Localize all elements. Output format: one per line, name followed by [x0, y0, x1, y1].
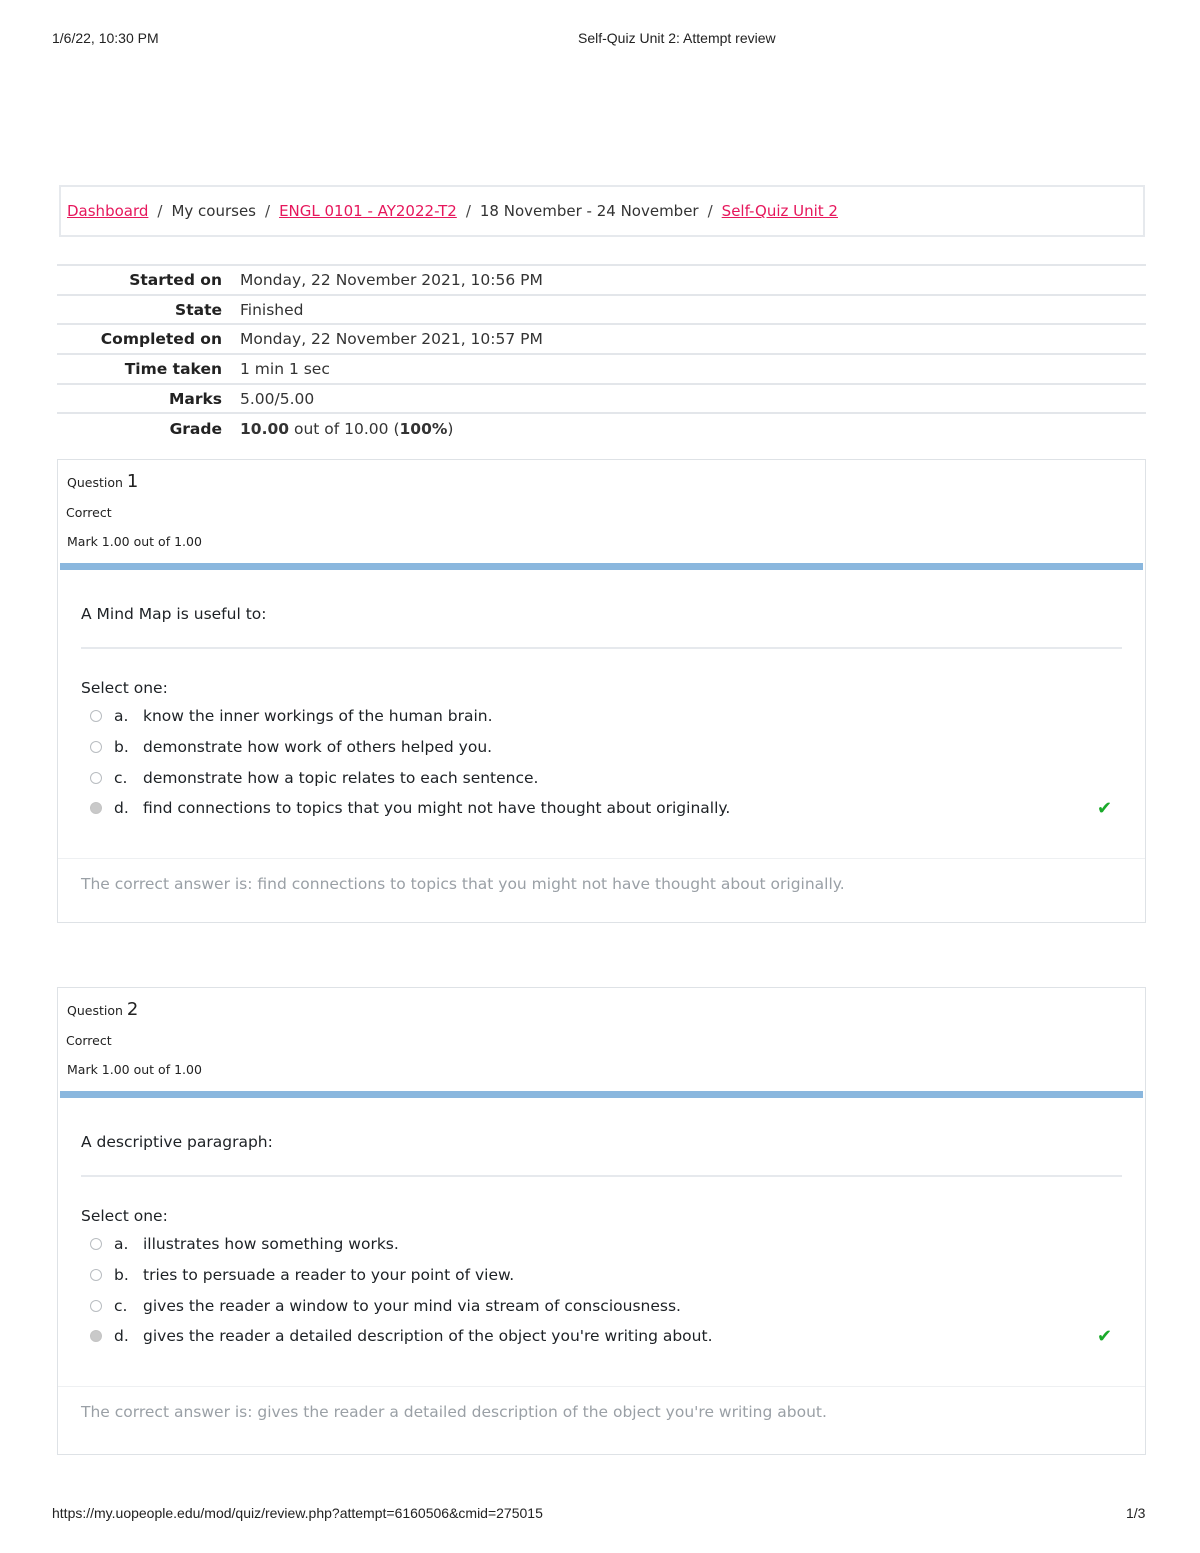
grade-score: 10.00	[240, 419, 290, 438]
breadcrumb-separator: /	[157, 202, 163, 220]
print-footer	[0, 1505, 1200, 1525]
answer-option-b[interactable]	[81, 732, 1122, 763]
radio-button[interactable]	[90, 1238, 102, 1250]
answer-text: demonstrate how work of others helped you.	[143, 738, 493, 757]
summary-label: State	[175, 300, 222, 319]
summary-row-state	[57, 295, 1146, 325]
answer-text: gives the reader a detailed description of the object you're writing about.	[143, 1327, 713, 1346]
summary-row-time	[57, 354, 1146, 384]
question-title	[67, 471, 138, 492]
summary-value: 5.00/5.00	[240, 389, 315, 408]
summary-value: Finished	[240, 300, 304, 319]
answer-text: tries to persuade a reader to your point of view.	[143, 1266, 515, 1285]
answer-letter: b.	[114, 1266, 129, 1285]
question-label: Question	[67, 1003, 123, 1018]
question-state: Correct	[66, 505, 112, 520]
breadcrumb-dashboard-link[interactable]: Dashboard	[67, 202, 149, 220]
summary-label: Started on	[129, 270, 222, 289]
question-mark: Mark 1.00 out of 1.00	[67, 1062, 202, 1077]
answer-letter: c.	[114, 768, 128, 787]
correct-answer-feedback: The correct answer is: find connections to topics that you might not have thought about originally.	[58, 858, 1145, 922]
print-page-title: Self-Quiz Unit 2: Attempt review	[578, 30, 776, 46]
radio-button-selected[interactable]	[90, 1330, 102, 1342]
breadcrumb-separator: /	[707, 202, 713, 220]
print-page-number: 1/3	[1126, 1505, 1146, 1521]
answer-letter: c.	[114, 1296, 128, 1315]
summary-label: Grade	[169, 419, 222, 438]
grade-out-of: out of 10.00 (	[293, 419, 400, 438]
answer-text: demonstrate how a topic relates to each sentence.	[143, 768, 539, 787]
print-header	[0, 30, 1200, 50]
question-divider-bar	[60, 563, 1143, 570]
answer-letter: d.	[114, 799, 129, 818]
question-2	[57, 987, 1146, 1455]
answer-text: illustrates how something works.	[143, 1235, 399, 1254]
breadcrumb-course-link[interactable]: ENGL 0101 - AY2022-T2	[279, 202, 457, 220]
question-mark: Mark 1.00 out of 1.00	[67, 534, 202, 549]
question-number: 2	[126, 999, 139, 1020]
summary-value: Monday, 22 November 2021, 10:57 PM	[240, 330, 543, 349]
check-icon: ✔	[1097, 1325, 1113, 1347]
question-state: Correct	[66, 1033, 112, 1048]
print-datetime: 1/6/22, 10:30 PM	[52, 30, 159, 46]
breadcrumb-separator: /	[465, 202, 471, 220]
answer-letter: d.	[114, 1327, 129, 1346]
answer-text: find connections to topics that you might not have thought about originally.	[143, 799, 731, 818]
answer-option-d[interactable]	[81, 1321, 1122, 1352]
question-divider-bar	[60, 1091, 1143, 1098]
question-text: A descriptive paragraph:	[81, 1098, 1122, 1177]
radio-button-selected[interactable]	[90, 802, 102, 814]
answer-option-c[interactable]	[81, 762, 1122, 793]
attempt-summary-table	[57, 264, 1146, 443]
breadcrumb	[59, 185, 1145, 237]
answer-list	[81, 701, 1122, 824]
grade-close: )	[447, 419, 454, 438]
question-1	[57, 459, 1146, 923]
radio-button[interactable]	[90, 1300, 102, 1312]
breadcrumb-quiz-link[interactable]: Self-Quiz Unit 2	[721, 202, 838, 220]
summary-value: 1 min 1 sec	[240, 359, 330, 378]
check-icon: ✔	[1097, 797, 1113, 819]
answer-option-a[interactable]	[81, 701, 1122, 732]
select-one-prompt: Select one:	[81, 679, 168, 697]
answer-option-d[interactable]	[81, 793, 1122, 824]
summary-row-marks	[57, 384, 1146, 414]
answer-list	[81, 1229, 1122, 1352]
question-title	[67, 999, 138, 1020]
question-text: A Mind Map is useful to:	[81, 570, 1122, 649]
breadcrumb-my-courses: My courses	[171, 202, 256, 220]
print-url: https://my.uopeople.edu/mod/quiz/review.php?attempt=6160506&cmid=275015	[52, 1505, 543, 1521]
summary-row-completed	[57, 324, 1146, 354]
answer-text: gives the reader a window to your mind via stream of consciousness.	[143, 1296, 681, 1315]
question-content	[58, 570, 1145, 824]
answer-letter: a.	[114, 1235, 129, 1254]
correct-answer-feedback: The correct answer is: gives the reader a detailed description of the object you're writing about.	[58, 1386, 1145, 1450]
summary-row-grade	[57, 413, 1146, 443]
question-label: Question	[67, 475, 123, 490]
question-info	[58, 460, 1145, 563]
answer-text: know the inner workings of the human brain.	[143, 707, 493, 726]
summary-row-started	[57, 265, 1146, 295]
breadcrumb-week: 18 November - 24 November	[479, 202, 699, 220]
answer-letter: b.	[114, 738, 129, 757]
breadcrumb-separator: /	[265, 202, 271, 220]
radio-button[interactable]	[90, 741, 102, 753]
grade-percent: 100%	[399, 419, 448, 438]
summary-value: Monday, 22 November 2021, 10:56 PM	[240, 270, 543, 289]
select-one-prompt: Select one:	[81, 1207, 168, 1225]
summary-value	[240, 413, 1146, 443]
summary-label: Marks	[168, 389, 222, 408]
answer-letter: a.	[114, 707, 129, 726]
summary-label: Completed on	[100, 330, 222, 349]
answer-option-c[interactable]	[81, 1290, 1122, 1321]
answer-option-b[interactable]	[81, 1260, 1122, 1291]
radio-button[interactable]	[90, 772, 102, 784]
question-number: 1	[126, 471, 139, 492]
question-content	[58, 1098, 1145, 1352]
answer-option-a[interactable]	[81, 1229, 1122, 1260]
radio-button[interactable]	[90, 710, 102, 722]
summary-label: Time taken	[124, 359, 222, 378]
question-info	[58, 988, 1145, 1091]
radio-button[interactable]	[90, 1269, 102, 1281]
